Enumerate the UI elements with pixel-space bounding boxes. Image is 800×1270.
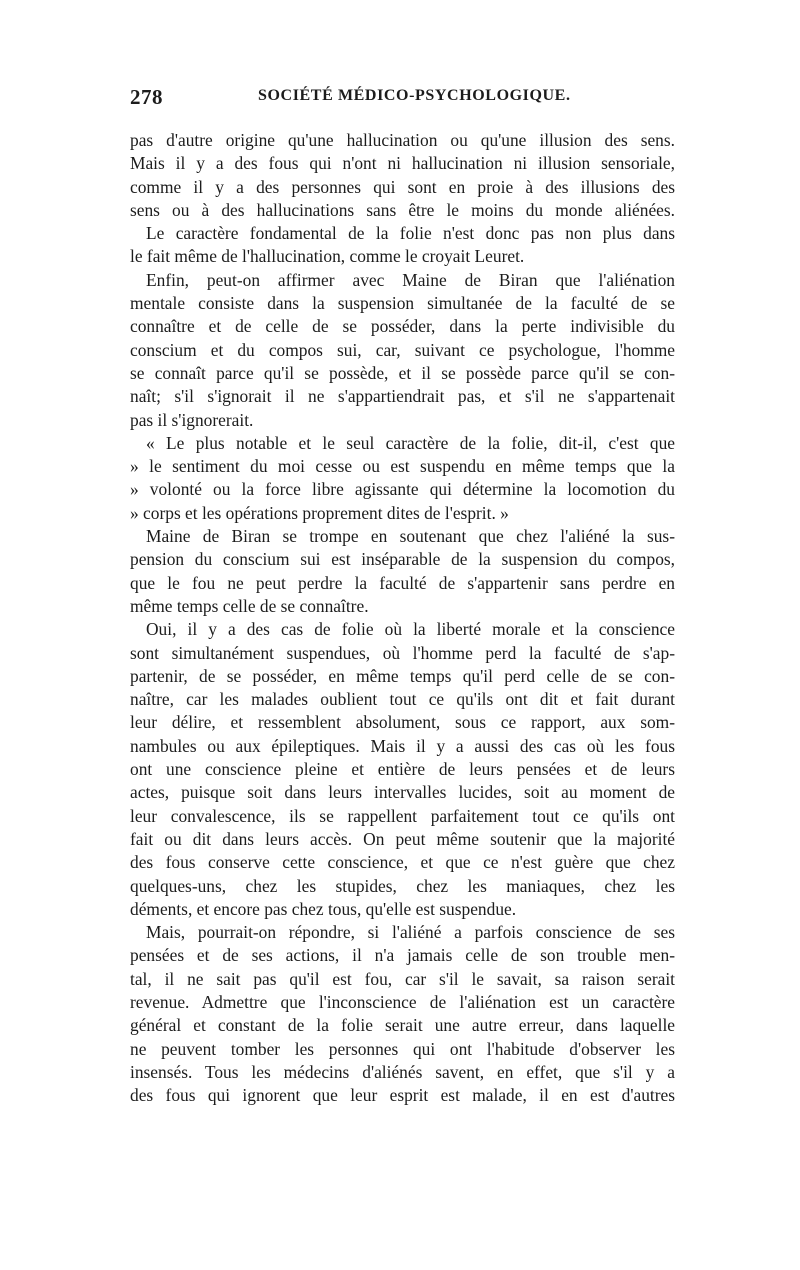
page-header [130,85,675,115]
text-line: général et constant de la folie serait une autre erreur, dans laquelle [130,1015,675,1036]
text-line: sens ou à des hallucinations sans être le moins du monde aliénées. [130,199,675,220]
text-line: des fous conserve cette conscience, et que ce n'est guère que chez [130,852,675,873]
text-line: Mais, pourrait-on répondre, si l'aliéné a parfois conscience de ses [146,922,675,943]
text-line: fait ou dit dans leurs accès. On peut même soutenir que la majorité [130,828,675,849]
quote-line: « Le plus notable et le seul caractère de la folie, dit-il, c'est que [146,432,675,453]
text-line: revenue. Admettre que l'inconscience de l'aliénation est un caractère [130,991,675,1012]
quote-line: » volonté ou la force libre agissante qui détermine la locomotion du [130,479,675,500]
text-line: naît; s'il s'ignorait il ne s'appartiendrait pas, et s'il ne s'appartenait [130,386,675,407]
text-line: mentale consiste dans la suspension simultanée de la faculté de se [130,293,675,314]
text-line: comme il y a des personnes qui sont en proie à des illusions des [130,176,675,197]
text-line: déments, et encore pas chez tous, qu'elle est suspendue. [130,898,517,919]
page-number: 278 [130,85,163,109]
text-line: que le fou ne peut perdre la faculté de s'appartenir sans perdre en [130,572,675,593]
text-line: pas il s'ignorerait. [130,409,254,430]
text-line: actes, puisque soit dans leurs intervalles lucides, soit au moment de [130,782,675,803]
text-line: se connaît parce qu'il se possède, et il se possède parce qu'il se con- [130,362,675,383]
text-line: conscium et du compos sui, car, suivant ce psychologue, l'homme [130,339,675,360]
text-line: pensées et de ses actions, il n'a jamais celle de son trouble men- [130,945,675,966]
text-line: pas d'autre origine qu'une hallucination ou qu'une illusion des sens. [130,130,675,150]
text-line: insensés. Tous les médecins d'aliénés savent, en effet, que s'il y a [130,1061,675,1082]
text-line: des fous qui ignorent que leur esprit est malade, il en est d'autres [130,1085,675,1106]
running-head: SOCIÉTÉ MÉDICO-PSYCHOLOGIQUE. [258,87,571,104]
text-line: ont une conscience pleine et entière de leurs pensées et de leurs [130,759,675,780]
text-line: leur délire, et ressemblent absolument, sous ce rapport, aux som- [130,712,675,733]
book-page [130,85,675,1107]
text-line: Oui, il y a des cas de folie où la liberté morale et la conscience [146,619,675,640]
text-line: même temps celle de se connaître. [130,595,369,616]
text-line: connaître et de celle de se posséder, dans la perte indivisible du [130,316,675,337]
text-line: le fait même de l'hallucination, comme le croyait Leuret. [130,246,525,267]
quote-line: » corps et les opérations proprement dites de l'esprit. » [130,502,509,523]
body-text [130,129,675,1107]
text-line: ne peuvent tomber les personnes qui ont l'habitude d'observer les [130,1038,675,1059]
text-line: leur convalescence, ils se rappellent parfaitement tout ce qu'ils ont [130,805,675,826]
text-line: sont simultanément suspendues, où l'homme perd la faculté de s'ap- [130,642,675,663]
text-line: pension du conscium sui est inséparable de la suspension du compos, [130,549,675,570]
text-line: quelques-uns, chez les stupides, chez les maniaques, chez les [130,875,675,896]
text-line: Enfin, peut-on affirmer avec Maine de Biran que l'aliénation [146,269,675,290]
text-line: naître, car les malades oublient tout ce qu'ils ont dit et fait durant [130,689,675,710]
quote-line: » le sentiment du moi cesse ou est suspendu en même temps que la [130,456,675,477]
text-line: Mais il y a des fous qui n'ont ni hallucination ni illusion sensoriale, [130,153,675,174]
text-line: Maine de Biran se trompe en soutenant que chez l'aliéné la sus- [146,526,675,547]
text-line: Le caractère fondamental de la folie n'est donc pas non plus dans [146,223,675,244]
text-line: nambules ou aux épileptiques. Mais il y a aussi des cas où les fous [130,735,675,756]
text-line: partenir, de se posséder, en même temps qu'il perd celle de se con- [130,665,675,686]
text-line: tal, il ne sait pas qu'il est fou, car s'il le savait, sa raison serait [130,968,675,989]
